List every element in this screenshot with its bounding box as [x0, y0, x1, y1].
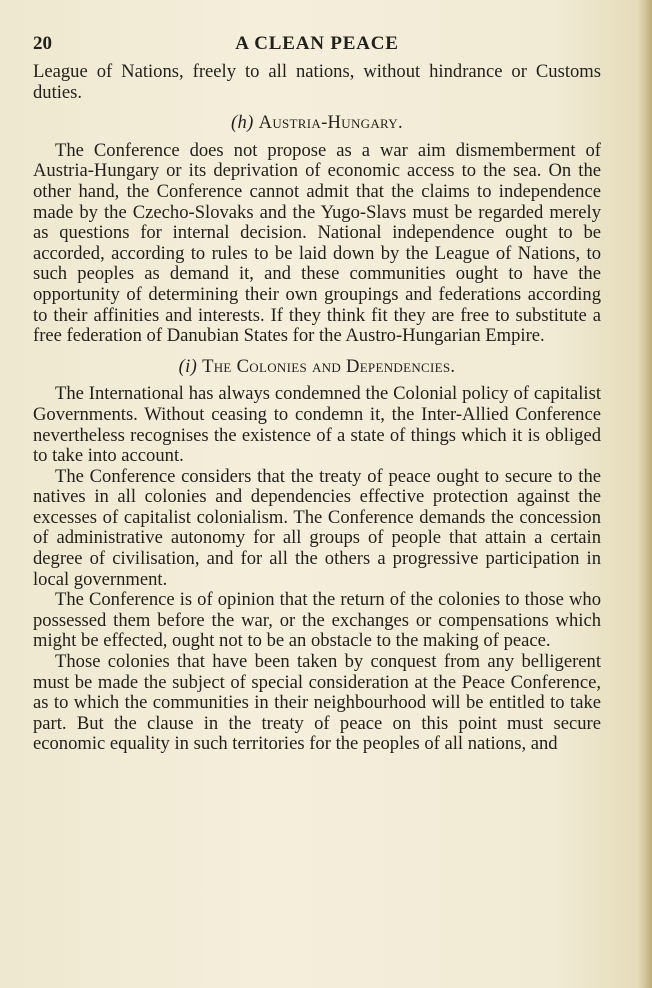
section-h-label: (h) — [231, 112, 254, 134]
section-i-paragraph-3: The Conference is of opinion that the return of the colonies to those who possessed them before the war, or the exchanges or compensations which might be effected, ought not to be an obstacle to the making of peace. — [33, 589, 601, 652]
section-i-paragraph-2: The Conference considers that the treaty of peace ought to secure to the natives in all colonies and dependencies effective protection against the excesses of capitalist colonialism. The Conference demands the concession of administrative autonomy for all groups of people that attain a certain degree of civilisation, and for all the others a progressive participation in local government. — [33, 465, 601, 590]
page-header — [33, 32, 601, 58]
section-i-title: The Colonies and Dependencies. — [202, 355, 456, 377]
running-title: A CLEAN PEACE — [235, 33, 399, 54]
section-i-label: (i) — [178, 355, 198, 377]
section-i-paragraph-4: Those colonies that have been taken by conquest from any belligerent must be made the subject of special consideration at the Peace Conference, as to which the communities in their neighbourhood will be entitled to take part. But the clause in the treaty of peace on this point must secure economic equality in such territories for the peoples of all nations, and — [33, 651, 601, 755]
section-h-paragraph: The Conference does not propose as a war aim dismemberment of Austria-Hungary or its deprivation of economic access to the sea. On the other hand, the Conference cannot admit that the claims to independence made by the Czecho-Slovaks and the Yugo-Slavs must be regarded merely as questions for internal decision. National independence ought to be accorded, according to rules to be laid down by the League of Nations, to such peoples as demand it, and these communities ought to have the opportunity of determining their own groupings and federations according to their affinities and interests. If they think fit they are free to substitute a free federation of Danubian States for the Austro-Hungarian Empire. — [33, 139, 601, 347]
section-i-paragraph-1: The International has always condemned the Colonial policy of capitalist Governments. Without ceasing to condemn it, the Inter-Allied Conference nevertheless recognises the existence of a state of things which it is obliged to take into account. — [33, 383, 601, 467]
section-i-heading — [33, 357, 601, 378]
continuation-paragraph: League of Nations, freely to all nations, without hindrance or Customs duties. — [33, 61, 601, 103]
page-edge — [638, 0, 652, 988]
page-number: 20 — [33, 33, 52, 54]
section-h-title: Austria-Hungary. — [258, 112, 403, 134]
section-h-heading — [33, 113, 601, 134]
page-content — [33, 32, 601, 755]
